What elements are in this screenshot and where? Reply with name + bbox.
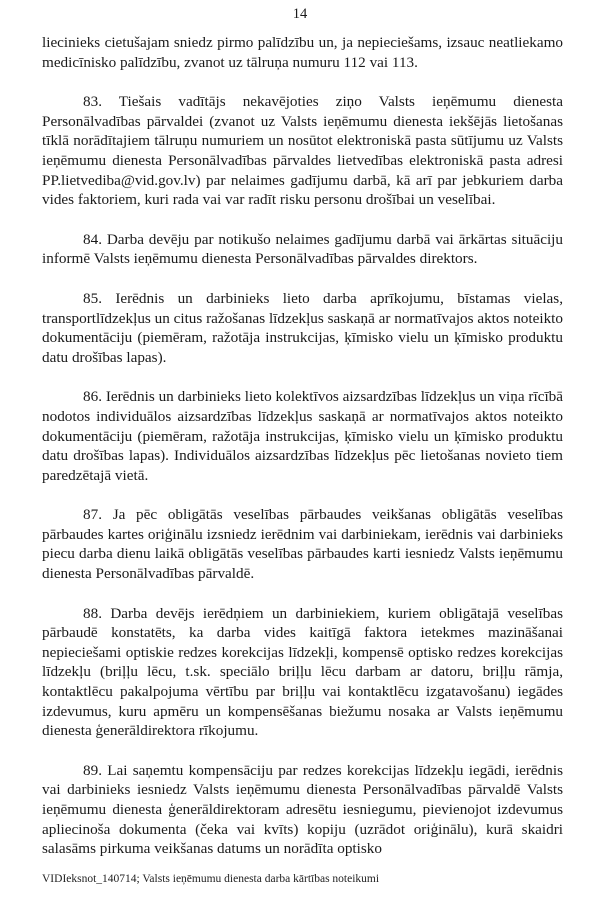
paragraph-continuation: liecinieks cietušajam sniedz pirmo palīdzību un, ja nepieciešams, izsauc neatliekamo medicīnisko palīdzību, zvanot uz tālruņa numuru 112 vai 113. — [42, 34, 563, 71]
paragraph-84: 84. Darba devēju par notikušo nelaimes gadījumu darbā vai ārkārtas situāciju informē Valsts ieņēmumu dienesta Personālvadības pārvaldes direktors. — [42, 230, 563, 268]
paragraph-86: 86. Ierēdnis un darbinieks lieto kolektīvos aizsardzības līdzekļus un viņa rīcībā nodotos individuālos aizsardzības līdzekļus saskaņā ar normatīvajos aktos noteikto dokumentāciju (piemēram, ražotāja instrukcijas, ķīmisko vielu un ķīmisko produktu datu drošības lapas). Individuālos aizsardzības līdzekļus pēc lietošanas novieto tiem paredzētajā vietā. — [42, 388, 563, 484]
paragraph-89: 89. Lai saņemtu kompensāciju par redzes korekcijas līdzekļu iegādi, ierēdnis vai darbinieks iesniedz Valsts ieņēmumu dienesta Personālvadības pārvaldē Valsts ieņēmumu dienesta ģenerāldirektoram adresētu iesniegumu, pievienojot izdevumus apliecinoša dokumenta (čeka vai kvīts) kopiju (uzrādot oriģinālu), kurā skaidri salasāms pirkuma veikšanas datums un norādīta optisko — [42, 761, 563, 858]
paragraph-83: 83. Tiešais vadītājs nekavējoties ziņo Valsts ieņēmumu dienesta Personālvadības pārvaldei (zvanot uz Valsts ieņēmumu dienesta iekšējās lietošanas tīklā norādītajiem tālruņu numuriem un nosūtot elektroniskā pasta sūtījumu uz Valsts ieņēmumu dienesta Personālvadības pārvaldes lietvedības elektroniskā pasta adresi PP.lietvediba@vid.gov.lv) par nelaimes gadījumu darbā, kā arī par jebkuriem darba vides faktoriem, kuri rada vai var radīt risku personu drošībai un veselībai. — [42, 93, 563, 209]
paragraph-87: 87. Ja pēc obligātās veselības pārbaudes veikšanas obligātās veselības pārbaudes kartes oriģinālu izsniedz ierēdnim vai darbiniekam, ierēdnis vai darbinieks piecu darba dienu laikā obligātās veselības pārbaudes karti iesniedz Valsts ieņēmumu dienesta Personālvadības pārvaldē. — [42, 506, 563, 583]
document-body — [42, 33, 563, 879]
paragraph-88: 88. Darba devējs ierēdņiem un darbiniekiem, kuriem obligātajā veselības pārbaudē konstatēts, ka darba vides kaitīgā faktora ietekmes mazināšanai nepieciešami optiskie redzes korekcijas līdzekļi, kompensē optisko redzes korekcijas līdzekļu (briļļu lēcu, t.sk. speciālo briļļu lēcu darbam ar datoru, briļļu rāmja, kontaktlēcu pakalpojuma vērtību par briļļu vai kontaktlēcu izgatavošanu) iegādes izdevumus, kuru apmēru un kompensēšanas biežumu nosaka ar Valsts ieņēmumu dienesta ģenerāldirektora rīkojumu. — [42, 604, 563, 740]
page-number: 14 — [292, 6, 308, 22]
document-footer: VIDIeksnot_140714; Valsts ieņēmumu dienesta darba kārtības noteikumi — [42, 873, 380, 885]
paragraph-85: 85. Ierēdnis un darbinieks lieto darba aprīkojumu, bīstamas vielas, transportlīdzekļus un citus ražošanas līdzekļus saskaņā ar normatīvajos aktos noteikto dokumentāciju (piemēram, ražotāja instrukcijas, ķīmisko vielu un ķīmisko produktu datu drošības lapas). — [42, 289, 563, 366]
